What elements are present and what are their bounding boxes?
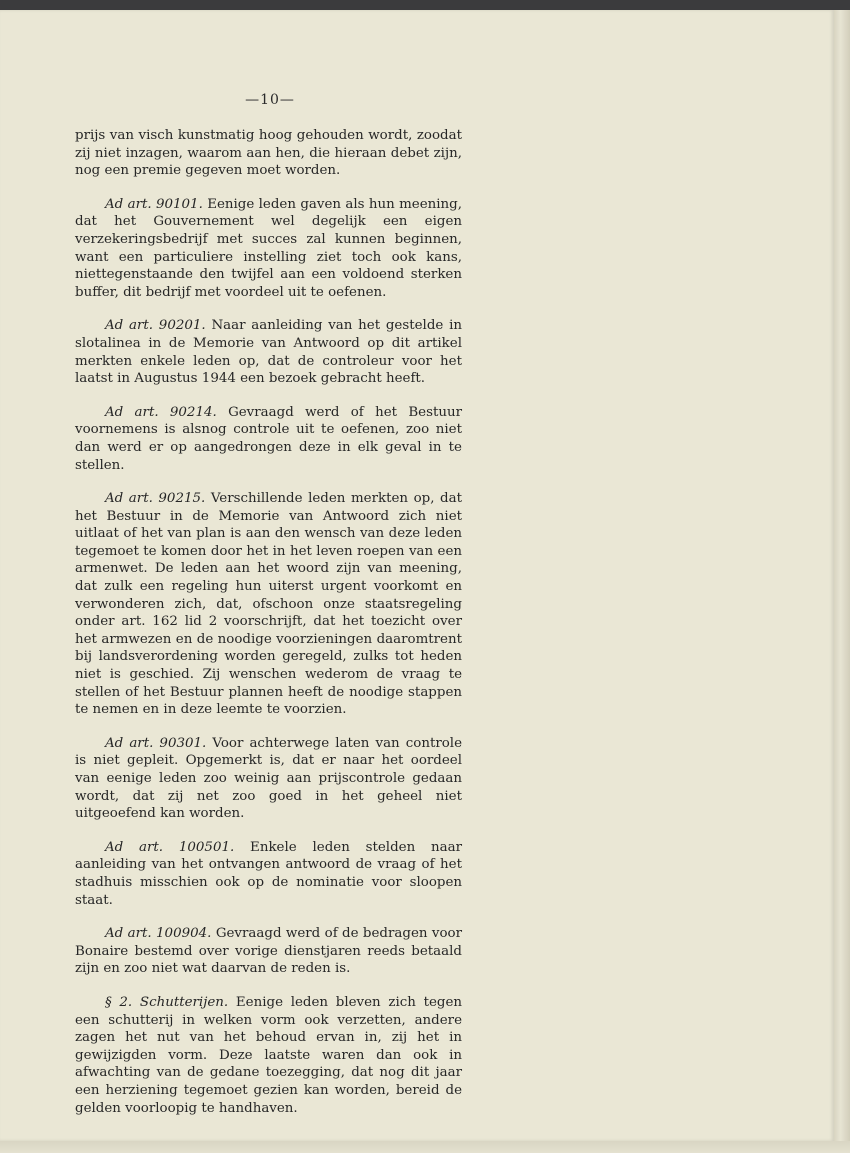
paragraph-text: Eenige leden bleven zich tegen een schutterij in welken vorm ook verzetten, andere zagen het nut van het behoud ervan in, zij het in gewijzigden vorm. Deze laatste waren dan ook in afwachting van de gedane toezegging, dat nog dit jaar een herziening tegemoet gezien kan worden, bereid de gelden voorloopig te handhaven.: [75, 994, 462, 1116]
document-body: [75, 127, 462, 1133]
paragraph-5: [75, 490, 462, 719]
paragraph-text: Gevraagd werd of het Bestuur voornemens is alsnog controle uit te oefenen, zoo niet dan werd er op aangedrongen deze in elk geval in te stellen.: [75, 404, 462, 473]
paragraph-1: [75, 127, 462, 180]
paragraph-7: [75, 839, 462, 909]
article-reference: Ad art. 90215.: [105, 491, 206, 507]
paragraph-text: Eenige leden gaven als hun meening, dat het Gouvernement wel degelijk een eigen verzekeringsbedrijf met succes zal kunnen beginnen, want een particuliere instelling ziet toch ook kans, niettegenstaande den twijfel aan een voldoend sterken buffer, dit bedrijf met voordeel uit te oefenen.: [75, 196, 462, 300]
paragraph-8: [75, 925, 462, 978]
article-reference: Ad art. 90101.: [105, 196, 203, 212]
article-reference: Ad art. 100904.: [105, 926, 212, 942]
article-reference: Ad art. 100501.: [105, 839, 235, 855]
paragraph-6: [75, 735, 462, 823]
paragraph-2: [75, 196, 462, 302]
page-bottom-edge: [0, 1141, 850, 1153]
paragraph-4: [75, 404, 462, 474]
top-dark-border: [0, 0, 850, 10]
paragraph-text: Gevraagd werd of de bedragen voor Bonaire bestemd over vorige dienstjaren reeds betaald zijn en zoo niet wat daarvan de reden is.: [75, 926, 462, 977]
paragraph-text: Enkele leden stelden naar aanleiding van het ontvangen antwoord de vraag of het stadhuis misschien ook op de nominatie voor sloopen staat.: [75, 839, 462, 908]
section-reference: § 2. Schutterijen.: [105, 994, 229, 1010]
paragraph-3: [75, 317, 462, 387]
paragraph-text: prijs van visch kunstmatig hoog gehouden wordt, zoodat zij niet inzagen, waarom aan hen, die hieraan debet zijn, nog een premie gegeven moet worden.: [75, 128, 462, 179]
paragraph-text: Verschillende leden merkten op, dat het Bestuur in de Memorie van Antwoord zich niet uitlaat of het van plan is aan den wensch van deze leden tegemoet te komen door het in het leven roepen van een armenwet. De leden aan het woord zijn van meening, dat zulk een regeling hun uiterst urgent voorkomt en verwonderen zich, dat, ofschoon onze staatsregeling onder art. 162 lid 2 voorschrijft, dat het toezicht over het armwezen en de noodige voorzieningen daaromtrent bij landsverordening worden geregeld, zulks tot heden niet is geschied. Zij wenschen wederom de vraag te stellen of het Bestuur plannen heeft de noodige stappen te nemen en in deze leemte te voorzien.: [75, 491, 462, 718]
article-reference: Ad art. 90301.: [105, 735, 207, 751]
paragraph-9: [75, 994, 462, 1117]
page-right-edge: [834, 10, 850, 1153]
page-number: —10—: [245, 92, 295, 108]
paragraph-text: Naar aanleiding van het gestelde in slotalinea in de Memorie van Antwoord op dit artikel merkten enkele leden op, dat de controleur voor het laatst in Augustus 1944 een bezoek gebracht heeft.: [75, 318, 462, 387]
paragraph-text: Voor achterwege laten van controle is niet gepleit. Opgemerkt is, dat er naar het oordeel van eenige leden zoo weinig aan prijscontrole gedaan wordt, dat zij net zoo goed in het geheel niet uitgeoefend kan worden.: [75, 735, 462, 822]
article-reference: Ad art. 90214.: [105, 404, 217, 420]
article-reference: Ad art. 90201.: [105, 318, 206, 334]
